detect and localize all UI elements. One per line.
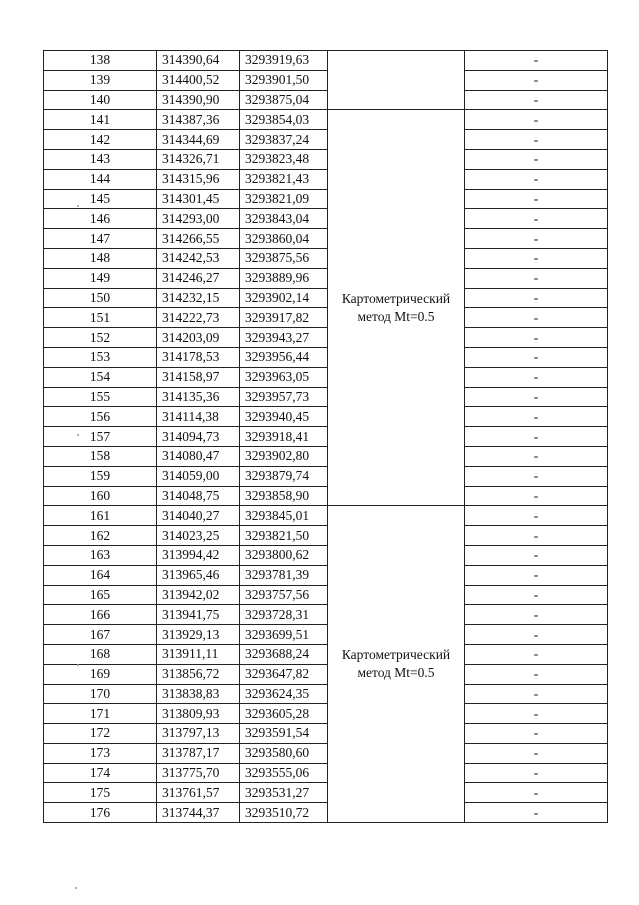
value-cell: - [465, 130, 608, 150]
point-number-cell: 170 [44, 684, 157, 704]
table-row [44, 506, 608, 526]
point-number-cell: 160 [44, 486, 157, 506]
x-coordinate-cell: 314387,36 [157, 110, 240, 130]
y-coordinate-cell: 3293858,90 [240, 486, 328, 506]
point-number-cell: 151 [44, 308, 157, 328]
table-row [44, 367, 608, 387]
method-line: метод Mt=0.5 [357, 665, 435, 681]
point-number-cell: 173 [44, 743, 157, 763]
table-row [44, 486, 608, 506]
table-row [44, 803, 608, 823]
x-coordinate-cell: 313994,42 [157, 545, 240, 565]
y-coordinate-cell: 3293699,51 [240, 625, 328, 645]
x-coordinate-cell: 313787,17 [157, 743, 240, 763]
point-number-cell: 146 [44, 209, 157, 229]
y-coordinate-cell: 3293757,56 [240, 585, 328, 605]
y-coordinate-cell: 3293918,41 [240, 427, 328, 447]
y-coordinate-cell: 3293902,14 [240, 288, 328, 308]
y-coordinate-cell: 3293889,96 [240, 268, 328, 288]
table-row [44, 743, 608, 763]
x-coordinate-cell: 314048,75 [157, 486, 240, 506]
value-cell: - [465, 407, 608, 427]
value-cell: - [465, 288, 608, 308]
x-coordinate-cell: 313797,13 [157, 724, 240, 744]
y-coordinate-cell: 3293510,72 [240, 803, 328, 823]
y-coordinate-cell: 3293901,50 [240, 70, 328, 90]
x-coordinate-cell: 313809,93 [157, 704, 240, 724]
y-coordinate-cell: 3293943,27 [240, 328, 328, 348]
point-number-cell: 149 [44, 268, 157, 288]
table-row [44, 229, 608, 249]
y-coordinate-cell: 3293940,45 [240, 407, 328, 427]
table-row [44, 407, 608, 427]
x-coordinate-cell: 313744,37 [157, 803, 240, 823]
point-number-cell: 152 [44, 328, 157, 348]
table-row [44, 387, 608, 407]
x-coordinate-cell: 314222,73 [157, 308, 240, 328]
point-number-cell: 168 [44, 644, 157, 664]
value-cell: - [465, 526, 608, 546]
value-cell: - [465, 506, 608, 526]
point-number-cell: 139 [44, 70, 157, 90]
value-cell: - [465, 486, 608, 506]
y-coordinate-cell: 3293821,09 [240, 189, 328, 209]
value-cell: - [465, 229, 608, 249]
value-cell: - [465, 90, 608, 110]
y-coordinate-cell: 3293902,80 [240, 446, 328, 466]
x-coordinate-cell: 314094,73 [157, 427, 240, 447]
value-cell: - [465, 743, 608, 763]
point-number-cell: 169 [44, 664, 157, 684]
method-cell [328, 110, 465, 506]
value-cell: - [465, 803, 608, 823]
table-row [44, 565, 608, 585]
point-number-cell: 148 [44, 248, 157, 268]
y-coordinate-cell: 3293647,82 [240, 664, 328, 684]
value-cell: - [465, 704, 608, 724]
y-coordinate-cell: 3293800,62 [240, 545, 328, 565]
y-coordinate-cell: 3293917,82 [240, 308, 328, 328]
point-number-cell: 171 [44, 704, 157, 724]
point-number-cell: 155 [44, 387, 157, 407]
table-row [44, 427, 608, 447]
value-cell: - [465, 387, 608, 407]
table-row [44, 644, 608, 664]
point-number-cell: 174 [44, 763, 157, 783]
x-coordinate-cell: 314400,52 [157, 70, 240, 90]
method-line: Картометрический [341, 647, 451, 663]
table-row [44, 248, 608, 268]
x-coordinate-cell: 314178,53 [157, 347, 240, 367]
table-row [44, 585, 608, 605]
point-number-cell: 140 [44, 90, 157, 110]
x-coordinate-cell: 313941,75 [157, 605, 240, 625]
x-coordinate-cell: 314301,45 [157, 189, 240, 209]
table-row [44, 209, 608, 229]
point-number-cell: 159 [44, 466, 157, 486]
point-number-cell: 167 [44, 625, 157, 645]
x-coordinate-cell: 314390,64 [157, 51, 240, 71]
point-number-cell: 162 [44, 526, 157, 546]
x-coordinate-cell: 313775,70 [157, 763, 240, 783]
point-number-cell: 150 [44, 288, 157, 308]
y-coordinate-cell: 3293879,74 [240, 466, 328, 486]
table-row [44, 288, 608, 308]
y-coordinate-cell: 3293875,04 [240, 90, 328, 110]
point-number-cell: 141 [44, 110, 157, 130]
y-coordinate-cell: 3293956,44 [240, 347, 328, 367]
x-coordinate-cell: 314344,69 [157, 130, 240, 150]
table-row [44, 466, 608, 486]
x-coordinate-cell: 313838,83 [157, 684, 240, 704]
y-coordinate-cell: 3293555,06 [240, 763, 328, 783]
y-coordinate-cell: 3293837,24 [240, 130, 328, 150]
scan-speck [75, 887, 77, 889]
y-coordinate-cell: 3293845,01 [240, 506, 328, 526]
table-row [44, 347, 608, 367]
value-cell: - [465, 110, 608, 130]
x-coordinate-cell: 314114,38 [157, 407, 240, 427]
table-row [44, 70, 608, 90]
y-coordinate-cell: 3293688,24 [240, 644, 328, 664]
scan-speck [77, 205, 79, 207]
point-number-cell: 158 [44, 446, 157, 466]
value-cell: - [465, 625, 608, 645]
x-coordinate-cell: 314390,90 [157, 90, 240, 110]
value-cell: - [465, 328, 608, 348]
x-coordinate-cell: 314040,27 [157, 506, 240, 526]
value-cell: - [465, 783, 608, 803]
x-coordinate-cell: 314266,55 [157, 229, 240, 249]
y-coordinate-cell: 3293860,04 [240, 229, 328, 249]
x-coordinate-cell: 314242,53 [157, 248, 240, 268]
table-row [44, 724, 608, 744]
x-coordinate-cell: 314293,00 [157, 209, 240, 229]
y-coordinate-cell: 3293781,39 [240, 565, 328, 585]
point-number-cell: 156 [44, 407, 157, 427]
point-number-cell: 165 [44, 585, 157, 605]
point-number-cell: 145 [44, 189, 157, 209]
x-coordinate-cell: 314232,15 [157, 288, 240, 308]
x-coordinate-cell: 314246,27 [157, 268, 240, 288]
point-number-cell: 157 [44, 427, 157, 447]
point-number-cell: 154 [44, 367, 157, 387]
x-coordinate-cell: 314203,09 [157, 328, 240, 348]
value-cell: - [465, 545, 608, 565]
x-coordinate-cell: 314158,97 [157, 367, 240, 387]
table-row [44, 149, 608, 169]
table-row [44, 169, 608, 189]
point-number-cell: 161 [44, 506, 157, 526]
value-cell: - [465, 724, 608, 744]
y-coordinate-cell: 3293823,48 [240, 149, 328, 169]
y-coordinate-cell: 3293580,60 [240, 743, 328, 763]
table-row [44, 328, 608, 348]
value-cell: - [465, 565, 608, 585]
method-line: Картометрический [341, 290, 451, 306]
method-cell [328, 51, 465, 110]
value-cell: - [465, 347, 608, 367]
point-number-cell: 144 [44, 169, 157, 189]
point-number-cell: 153 [44, 347, 157, 367]
value-cell: - [465, 70, 608, 90]
x-coordinate-cell: 313856,72 [157, 664, 240, 684]
x-coordinate-cell: 313761,57 [157, 783, 240, 803]
table-row [44, 605, 608, 625]
table-row [44, 51, 608, 71]
method-line: метод Mt=0.5 [357, 308, 435, 324]
value-cell: - [465, 644, 608, 664]
x-coordinate-cell: 314135,36 [157, 387, 240, 407]
table-row [44, 526, 608, 546]
x-coordinate-cell: 314023,25 [157, 526, 240, 546]
value-cell: - [465, 427, 608, 447]
x-coordinate-cell: 313911,11 [157, 644, 240, 664]
value-cell: - [465, 268, 608, 288]
method-cell [328, 506, 465, 823]
x-coordinate-cell: 314315,96 [157, 169, 240, 189]
value-cell: - [465, 763, 608, 783]
table-row [44, 545, 608, 565]
y-coordinate-cell: 3293591,54 [240, 724, 328, 744]
value-cell: - [465, 308, 608, 328]
coordinates-table [43, 50, 608, 823]
table-row [44, 664, 608, 684]
scan-speck [77, 434, 79, 436]
table-row [44, 90, 608, 110]
value-cell: - [465, 367, 608, 387]
y-coordinate-cell: 3293957,73 [240, 387, 328, 407]
y-coordinate-cell: 3293919,63 [240, 51, 328, 71]
x-coordinate-cell: 313929,13 [157, 625, 240, 645]
value-cell: - [465, 585, 608, 605]
x-coordinate-cell: 314080,47 [157, 446, 240, 466]
value-cell: - [465, 466, 608, 486]
y-coordinate-cell: 3293531,27 [240, 783, 328, 803]
value-cell: - [465, 209, 608, 229]
method-text [342, 646, 450, 682]
value-cell: - [465, 149, 608, 169]
value-cell: - [465, 248, 608, 268]
scan-speck [77, 664, 79, 666]
table-row [44, 130, 608, 150]
value-cell: - [465, 51, 608, 71]
table-row [44, 704, 608, 724]
point-number-cell: 172 [44, 724, 157, 744]
y-coordinate-cell: 3293963,05 [240, 367, 328, 387]
table-row [44, 308, 608, 328]
value-cell: - [465, 446, 608, 466]
table-row [44, 268, 608, 288]
x-coordinate-cell: 314326,71 [157, 149, 240, 169]
table-row [44, 110, 608, 130]
value-cell: - [465, 664, 608, 684]
point-number-cell: 166 [44, 605, 157, 625]
value-cell: - [465, 169, 608, 189]
point-number-cell: 175 [44, 783, 157, 803]
y-coordinate-cell: 3293843,04 [240, 209, 328, 229]
value-cell: - [465, 189, 608, 209]
y-coordinate-cell: 3293728,31 [240, 605, 328, 625]
y-coordinate-cell: 3293821,43 [240, 169, 328, 189]
method-text [342, 290, 450, 326]
y-coordinate-cell: 3293875,56 [240, 248, 328, 268]
x-coordinate-cell: 313965,46 [157, 565, 240, 585]
table-row [44, 783, 608, 803]
value-cell: - [465, 605, 608, 625]
y-coordinate-cell: 3293854,03 [240, 110, 328, 130]
coordinates-table-body [44, 51, 608, 823]
y-coordinate-cell: 3293821,50 [240, 526, 328, 546]
point-number-cell: 138 [44, 51, 157, 71]
value-cell: - [465, 684, 608, 704]
table-row [44, 625, 608, 645]
point-number-cell: 142 [44, 130, 157, 150]
table-row [44, 684, 608, 704]
table-row [44, 189, 608, 209]
table-row [44, 763, 608, 783]
y-coordinate-cell: 3293605,28 [240, 704, 328, 724]
point-number-cell: 176 [44, 803, 157, 823]
y-coordinate-cell: 3293624,35 [240, 684, 328, 704]
x-coordinate-cell: 314059,00 [157, 466, 240, 486]
point-number-cell: 147 [44, 229, 157, 249]
x-coordinate-cell: 313942,02 [157, 585, 240, 605]
table-row [44, 446, 608, 466]
point-number-cell: 163 [44, 545, 157, 565]
point-number-cell: 164 [44, 565, 157, 585]
point-number-cell: 143 [44, 149, 157, 169]
